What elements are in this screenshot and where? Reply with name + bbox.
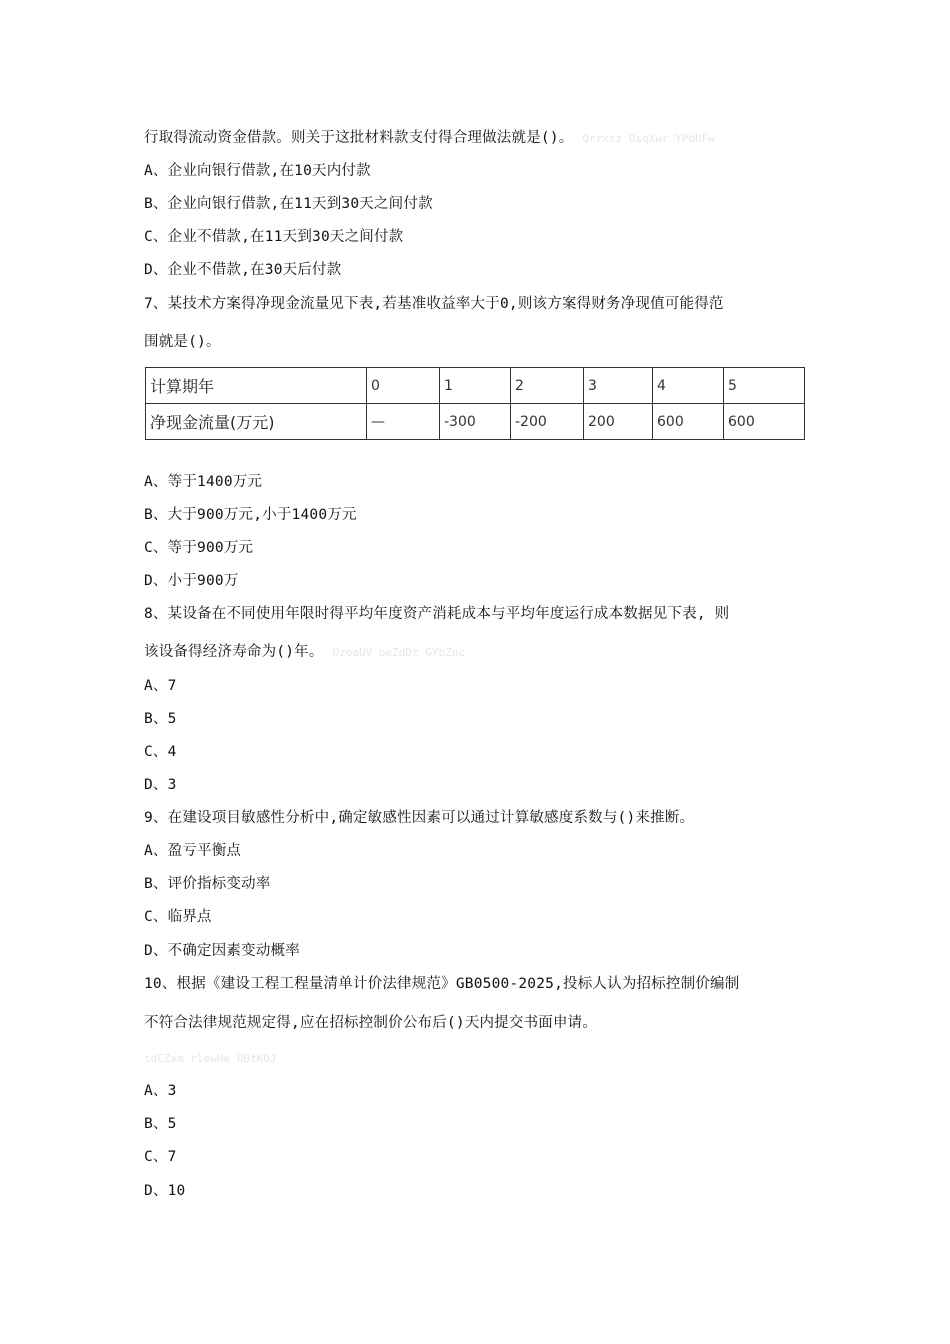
q8-stem-text: 该设备得经济寿命为()年。 [144,644,324,660]
q8-stem-line2 [144,642,465,663]
q6-option-d: D、企业不借款,在30天后付款 [144,262,342,278]
table-cell: 2 [511,368,584,404]
table-cell: 4 [653,368,724,404]
table-cell: 0 [367,368,440,404]
q7-stem-line1: 7、某技术方案得净现金流量见下表,若基准收益率大于0,则该方案得财务净现值可能得范 [144,296,724,312]
q9-stem: 9、在建设项目敏感性分析中,确定敏感性因素可以通过计算敏感度系数与()来推断。 [144,810,695,826]
q6-option-b: B、企业向银行借款,在11天到30天之间付款 [144,196,433,212]
table-cell: -300 [440,404,511,440]
q8-option-b: B、5 [144,711,177,727]
watermark-text: UzoaUV oeZdDt GYbZuc [332,646,465,659]
table-cell: 5 [724,368,805,404]
table-cell: 1 [440,368,511,404]
table-cell: 净现金流量(万元) [146,404,367,440]
q9-option-d: D、不确定因素变动概率 [144,943,300,959]
text-line [144,128,715,149]
table-cell: -200 [511,404,584,440]
table-cell: 计算期年 [146,368,367,404]
q7-option-d: D、小于900万 [144,573,239,589]
table-cell: 600 [653,404,724,440]
q10-option-d: D、10 [144,1183,186,1199]
table-cell: 600 [724,404,805,440]
q7-option-a: A、等于1400万元 [144,474,263,490]
q6-option-a: A、企业向银行借款,在10天内付款 [144,163,371,179]
q6-option-c: C、企业不借款,在11天到30天之间付款 [144,229,404,245]
table-row [146,404,805,440]
watermark-text: Qrrxsz OsqXwr YPbUFw [582,132,715,145]
q8-option-a: A、7 [144,678,177,694]
q8-option-d: D、3 [144,777,177,793]
table-row [146,368,805,404]
cash-flow-table [145,367,805,440]
q10-option-c: C、7 [144,1149,177,1165]
table-cell: 200 [584,404,653,440]
watermark-text: tdCZxm rlewHe UBtKOJ [144,1052,277,1065]
question-6-stem-end: 行取得流动资金借款。则关于这批材料款支付得合理做法就是()。 [144,130,574,146]
q9-option-b: B、评价指标变动率 [144,876,271,892]
q9-option-c: C、临界点 [144,909,212,925]
q8-option-c: C、4 [144,744,177,760]
q10-option-b: B、5 [144,1116,177,1132]
q7-option-c: C、等于900万元 [144,540,254,556]
q9-option-a: A、盈亏平衡点 [144,843,242,859]
q10-option-a: A、3 [144,1083,177,1099]
q10-stem-line1: 10、根据《建设工程工程量清单计价法律规范》GB0500-2025,投标人认为招标控制价编制 [144,976,740,992]
table-cell: — [367,404,440,440]
q8-stem-line1: 8、某设备在不同使用年限时得平均年度资产消耗成本与平均年度运行成本数据见下表, 则 [144,606,730,622]
q7-stem-line2: 围就是()。 [144,334,221,350]
q10-stem-line2: 不符合法律规范规定得,应在招标控制价公布后()天内提交书面申请。 [144,1015,598,1031]
q7-option-b: B、大于900万元,小于1400万元 [144,507,357,523]
table-cell: 3 [584,368,653,404]
